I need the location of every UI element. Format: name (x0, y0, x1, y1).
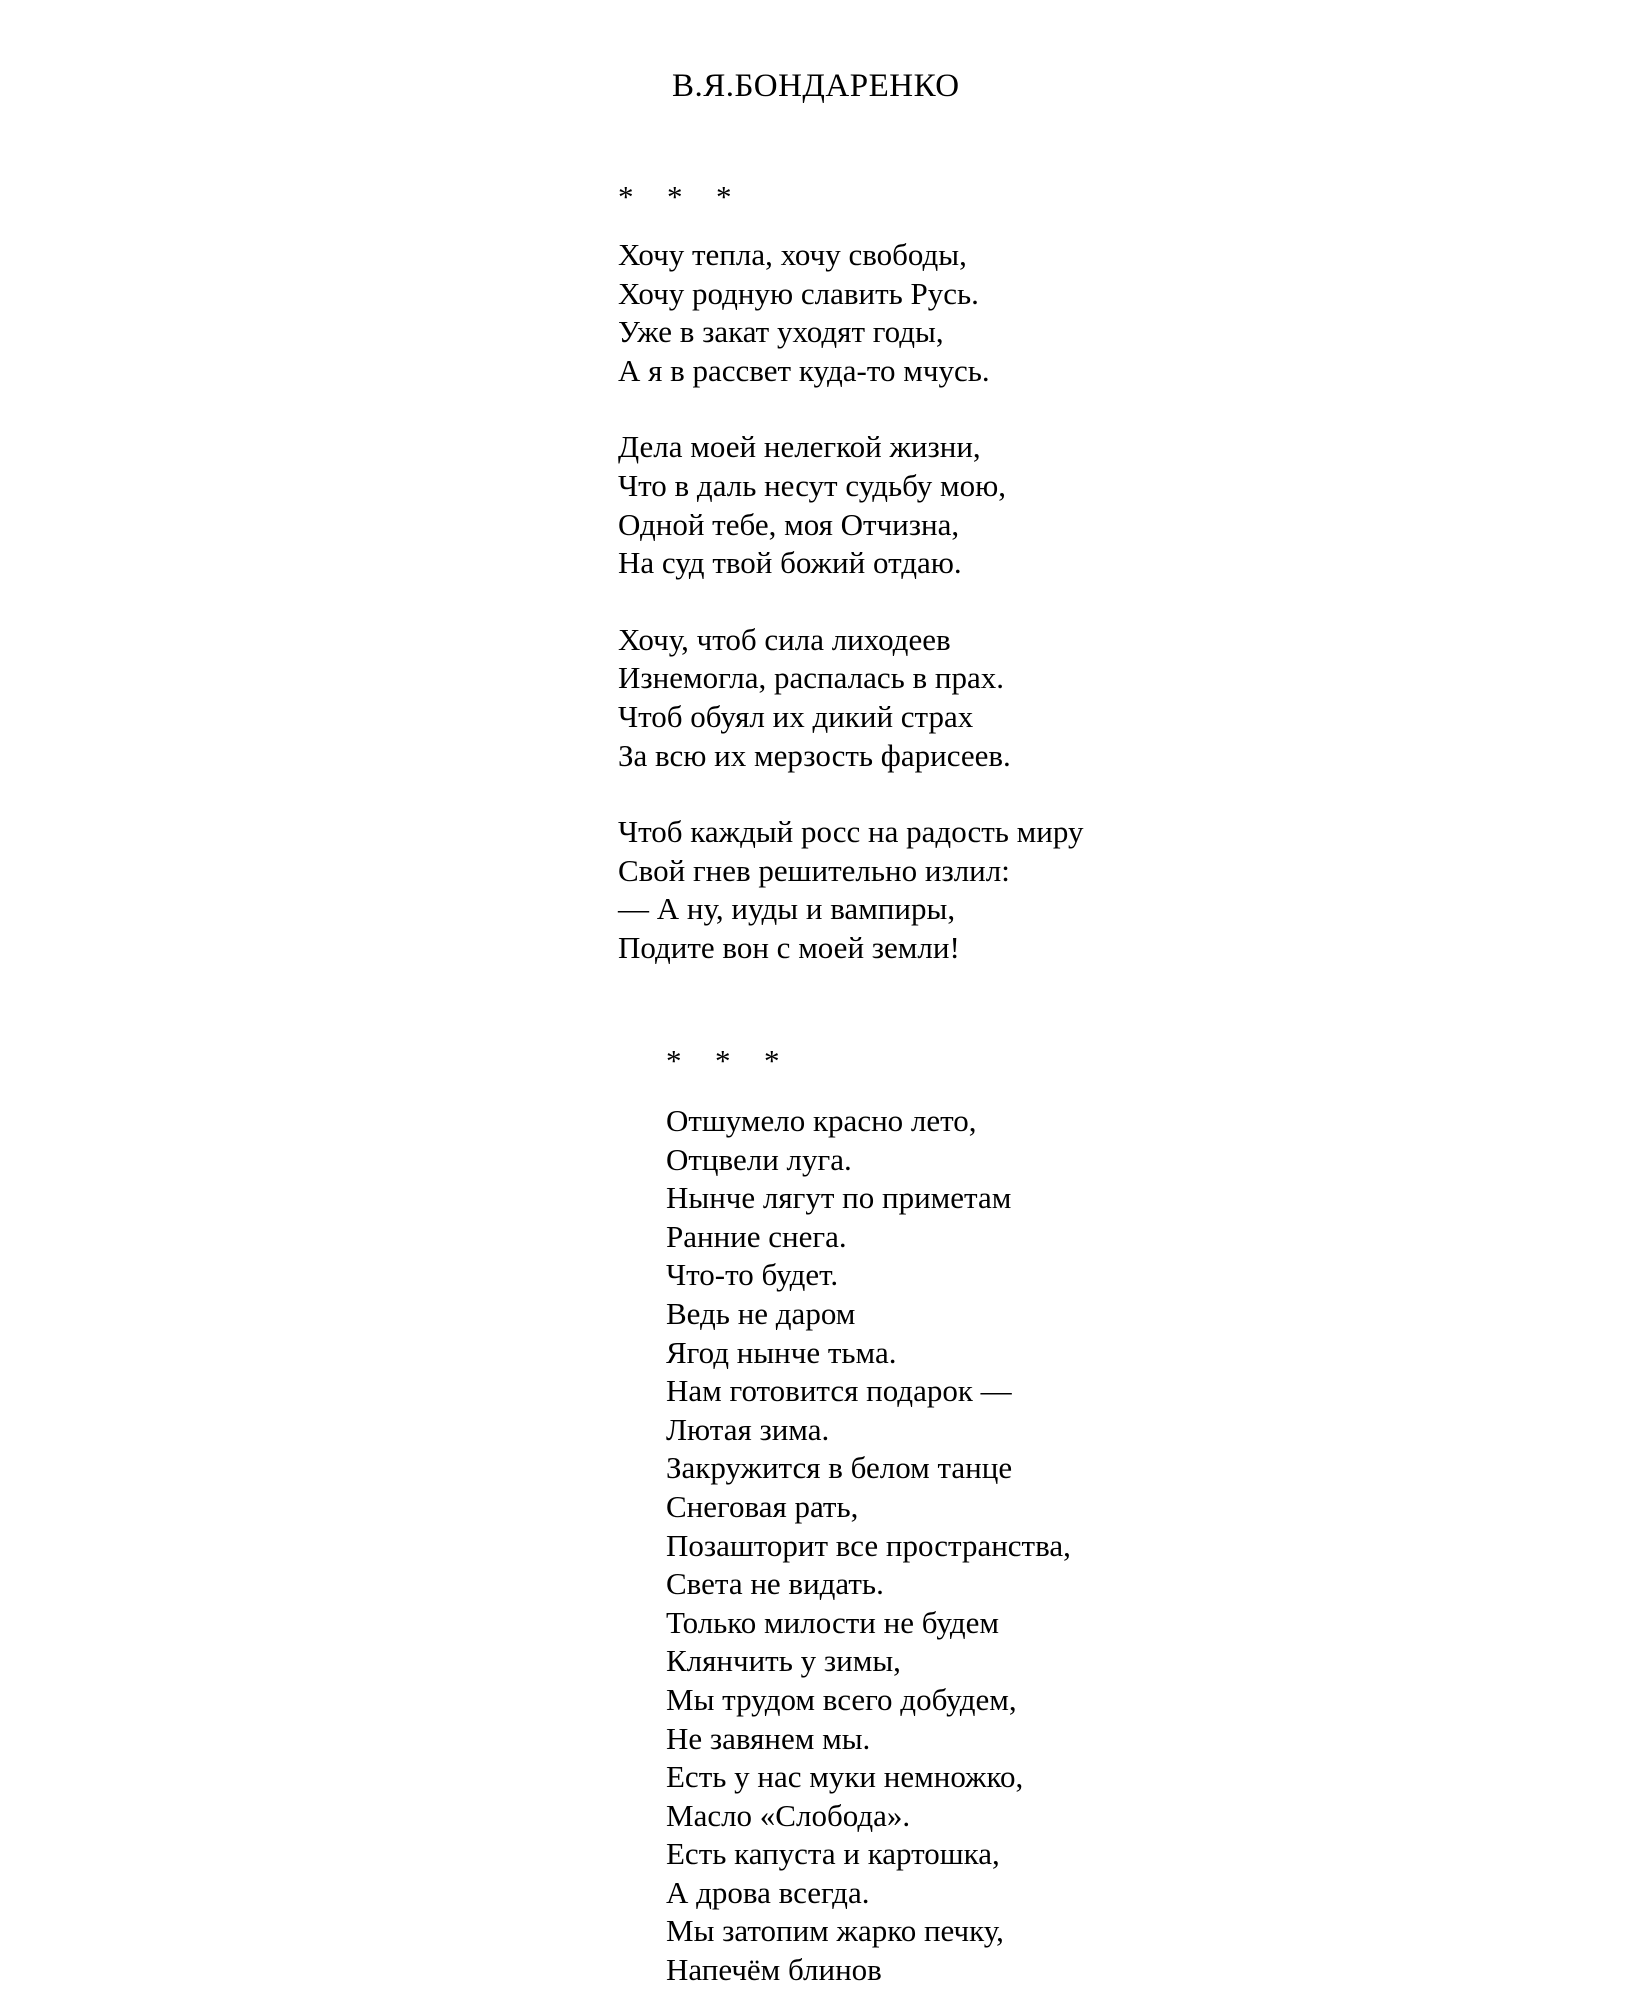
poem-line: Уже в закат уходят годы, (618, 314, 944, 350)
poem-line: Отцвели луга. (666, 1141, 852, 1177)
poem-line: Позашторит все пространства, (666, 1527, 1071, 1563)
poem-line: А я в рассвет куда-то мчусь. (618, 352, 990, 388)
poem-line: Мы трудом всего добудем, (666, 1681, 1017, 1717)
stanza (618, 813, 1083, 967)
poem-line: Только милости не будем (666, 1604, 1000, 1640)
poem-line: Ведь не даром (666, 1295, 856, 1331)
stanza (666, 1102, 1071, 1990)
stanza (618, 428, 1083, 582)
poem (666, 1042, 1071, 1990)
poem-line: Напечём блинов (666, 1952, 882, 1988)
poem-line: Света не видать. (666, 1566, 884, 1602)
poem-line: На суд твой божий отдаю. (618, 545, 962, 581)
poem-line: Чтоб обуял их дикий страх (618, 698, 974, 734)
poem-line: Лютая зима. (666, 1411, 830, 1447)
poem-line: Дела моей нелегкой жизни, (618, 429, 981, 465)
poem-line: Хочу родную славить Русь. (618, 275, 979, 311)
poem-line: Что в даль несут судьбу мою, (618, 467, 1007, 503)
poem-line: Ранние снега. (666, 1218, 847, 1254)
poem-line: Чтоб каждый росс на радость миру (618, 814, 1084, 850)
poem-line: Есть у нас муки немножко, (666, 1759, 1024, 1795)
stanza (618, 236, 1083, 390)
poem-line: Хочу тепла, хочу свободы, (618, 237, 967, 272)
poem-line: Хочу, чтоб сила лиходеев (618, 621, 951, 657)
author-heading: В.Я.БОНДАРЕНКО (672, 68, 960, 104)
poem (618, 178, 1083, 968)
poem-line: Не завянем мы. (666, 1720, 871, 1756)
stanza-separator: * * * (618, 179, 732, 214)
poem-line: А дрова всегда. (666, 1874, 870, 1910)
poem-line: Что-то будет. (666, 1257, 839, 1293)
poem-line: Нам готовится подарок — (666, 1373, 1012, 1409)
stanza-separator: * * * (666, 1043, 780, 1078)
poem-line: Клянчить у зимы, (666, 1643, 901, 1679)
poem-line: Снеговая рать, (666, 1488, 859, 1524)
poem-line: Одной тебе, моя Отчизна, (618, 506, 960, 542)
poem-line: Ягод нынче тьма. (666, 1334, 897, 1370)
stanza (618, 621, 1083, 775)
poem-line: Масло «Слобода». (666, 1797, 911, 1833)
poem-line: Есть капуста и картошка, (666, 1836, 1000, 1872)
poem-line: Мы затопим жарко печку, (666, 1913, 1004, 1949)
poem-line: Изнемогла, распалась в прах. (618, 660, 1004, 696)
poem-line: Подите вон с моей земли! (618, 929, 960, 965)
poem-line: Нынче лягут по приметам (666, 1180, 1012, 1216)
poem-line: За всю их мерзость фарисеев. (618, 737, 1011, 773)
poem-line: Свой гнев решительно излил: (618, 852, 1010, 888)
poem-line: Отшумело красно лето, (666, 1103, 977, 1138)
poem-line: Закружится в белом танце (666, 1450, 1013, 1486)
poem-line: — А ну, иуды и вампиры, (618, 891, 956, 927)
